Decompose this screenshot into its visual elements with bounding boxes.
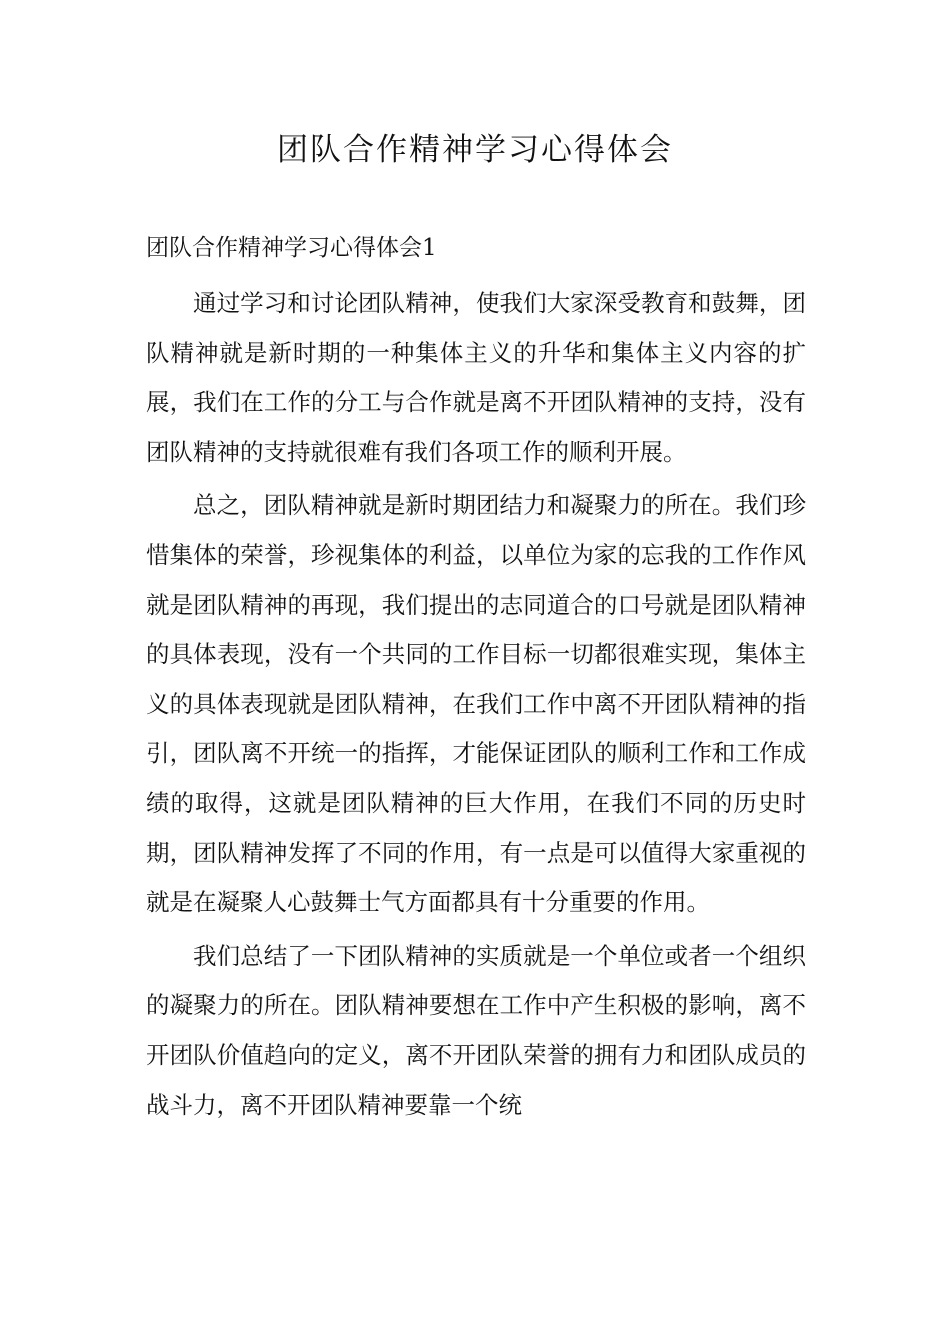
document-body — [146, 279, 806, 1134]
paragraph-2: 总之，团队精神就是新时期团结力和凝聚力的所在。我们珍惜集体的荣誉，珍视集体的利益，以单位为家的忘我的工作作风就是团队精神的再现，我们提出的志同道合的口号就是团队精神的具体表现，没有一个共同的工作目标一切都很难实现，集体主义的具体表现就是团队精神，在我们工作中离不开团队精神的指引，团队离不开统一的指挥，才能保证团队的顺利工作和工作成绩的取得，这就是团队精神的巨大作用，在我们不同的历史时期，团队精神发挥了不同的作用，有一点是可以值得大家重视的就是在凝聚人心鼓舞士气方面都具有十分重要的作用。 — [146, 491, 806, 917]
document-title: 团队合作精神学习心得体会 — [277, 132, 673, 168]
paragraph-1: 通过学习和讨论团队精神，使我们大家深受教育和鼓舞，团队精神就是新时期的一种集体主义的升华和集体主义内容的扩展，我们在工作的分工与合作就是离不开团队精神的支持，没有团队精神的支持就很难有我们各项工作的顺利开展。 — [146, 289, 806, 466]
paragraph-3: 我们总结了一下团队精神的实质就是一个单位或者一个组织的凝聚力的所在。团队精神要想在工作中产生积极的影响，离不开团队价值趋向的定义，离不开团队荣誉的拥有力和团队成员的战斗力，离不开团队精神要靠一个统 — [146, 941, 806, 1119]
section-heading: 团队合作精神学习心得体会1 — [146, 235, 437, 261]
